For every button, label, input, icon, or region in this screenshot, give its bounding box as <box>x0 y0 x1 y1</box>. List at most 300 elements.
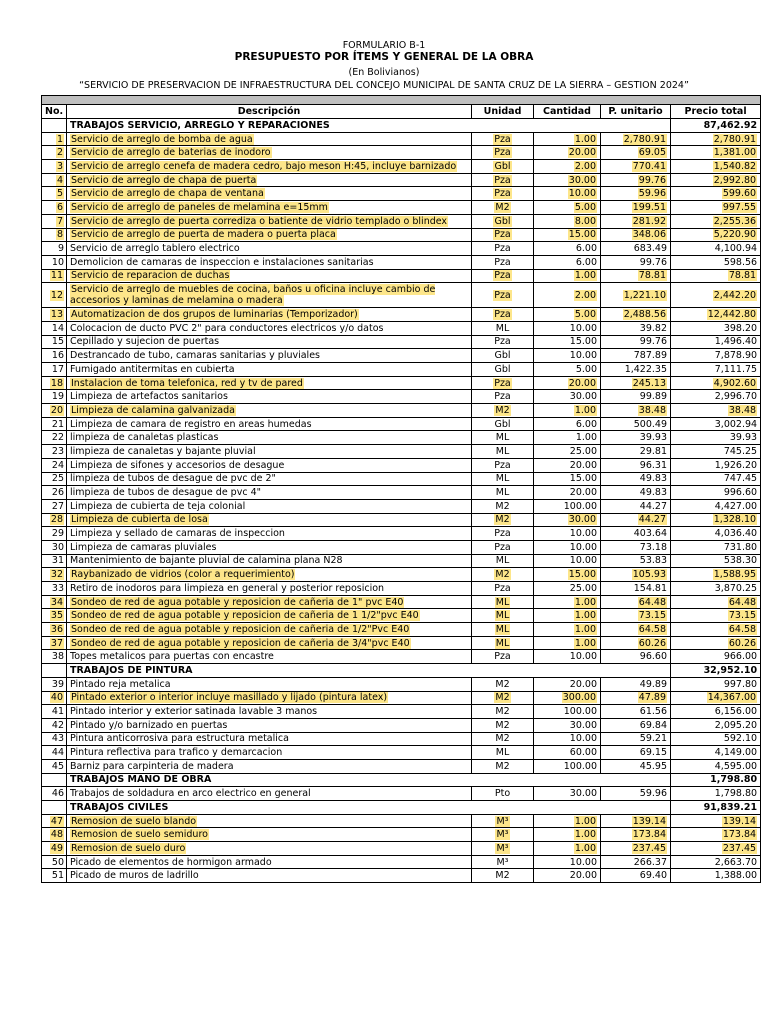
item-quantity-text: 1.00 <box>574 610 596 622</box>
item-unit <box>472 705 534 719</box>
item-quantity-text: 1.00 <box>574 596 596 608</box>
item-total-price <box>671 472 761 486</box>
item-unit <box>472 404 534 418</box>
item-quantity-text: 2.00 <box>574 160 596 172</box>
item-quantity-text: 20.00 <box>569 678 597 690</box>
item-description-text: Barniz para carpinteria de madera <box>70 760 234 772</box>
item-unit-text: M³ <box>496 829 509 841</box>
item-total-price-text: 2,095.20 <box>714 719 758 731</box>
item-quantity-text: 1.00 <box>574 637 596 649</box>
item-unit-price <box>601 445 671 459</box>
item-unit-price <box>601 842 671 856</box>
item-description <box>67 746 472 760</box>
item-quantity <box>534 269 601 283</box>
item-unit-price <box>601 242 671 256</box>
item-total-price <box>671 705 761 719</box>
item-number <box>42 828 67 842</box>
item-unit <box>472 321 534 335</box>
item-unit-text: M2 <box>495 201 510 213</box>
item-number <box>42 869 67 883</box>
item-total-price-text: 997.80 <box>723 678 758 690</box>
item-quantity <box>534 787 601 801</box>
item-description-text: limpieza de canaletas y bajante pluvial <box>70 445 256 457</box>
item-unit-price <box>601 499 671 513</box>
item-quantity <box>534 609 601 623</box>
item-number-text: 31 <box>51 555 64 567</box>
item-number <box>42 349 67 363</box>
item-quantity-text: 25.00 <box>569 582 597 594</box>
item-number-text: 34 <box>50 596 63 608</box>
item-total-price <box>671 609 761 623</box>
item-unit <box>472 201 534 215</box>
item-row <box>42 214 761 228</box>
item-quantity-text: 100.00 <box>563 760 597 772</box>
item-unit <box>472 472 534 486</box>
item-total-price-text: 997.55 <box>722 201 757 213</box>
item-quantity <box>534 390 601 404</box>
item-description <box>67 499 472 513</box>
item-description-text: Raybanizado de vidrios (color a requerimiento) <box>71 569 295 581</box>
item-quantity-text: 6.00 <box>575 256 597 268</box>
item-quantity <box>534 255 601 269</box>
item-description-text: Picado de elementos de hormigon armado <box>70 856 272 868</box>
item-unit-price <box>601 255 671 269</box>
item-number-text: 19 <box>51 391 64 403</box>
item-total-price-text: 7,878.90 <box>714 350 758 362</box>
item-row <box>42 417 761 431</box>
item-total-price-text: 4,902.60 <box>713 377 757 389</box>
item-unit <box>472 242 534 256</box>
item-row <box>42 201 761 215</box>
item-number <box>42 499 67 513</box>
item-description <box>67 214 472 228</box>
item-number <box>42 855 67 869</box>
item-number-text: 47 <box>50 815 63 827</box>
item-description <box>67 390 472 404</box>
item-number-text: 43 <box>51 733 64 745</box>
item-total-price <box>671 404 761 418</box>
item-number-text: 38 <box>51 651 64 663</box>
item-number-text: 37 <box>50 637 63 649</box>
item-unit <box>472 214 534 228</box>
item-total-price-text: 4,036.40 <box>714 528 758 540</box>
item-quantity-text: 1.00 <box>574 842 596 854</box>
item-description-text: Servicio de arreglo de baterias de inodoro <box>71 147 271 159</box>
item-unit <box>472 132 534 146</box>
category-row <box>42 664 761 678</box>
item-total-price-text: 139.14 <box>722 815 757 827</box>
item-quantity-text: 20.00 <box>569 487 597 499</box>
item-total-price-text: 38.48 <box>728 404 757 416</box>
item-unit-price-text: 500.49 <box>633 418 667 430</box>
item-total-price <box>671 160 761 174</box>
item-quantity-text: 6.00 <box>575 243 597 255</box>
item-quantity-text: 10.00 <box>568 188 596 200</box>
item-unit-text: ML <box>495 555 510 567</box>
item-quantity-text: 100.00 <box>563 500 597 512</box>
item-total-price <box>671 242 761 256</box>
item-number <box>42 609 67 623</box>
item-total-price-text: 2,992.80 <box>713 174 757 186</box>
item-quantity <box>534 623 601 637</box>
item-row <box>42 513 761 527</box>
item-total-price <box>671 201 761 215</box>
item-unit-text: M2 <box>495 692 510 704</box>
item-description-text: Remosion de suelo blando <box>71 815 197 827</box>
item-total-price <box>671 283 761 308</box>
item-description <box>67 173 472 187</box>
item-unit-text: ML <box>495 322 510 334</box>
item-quantity <box>534 187 601 201</box>
item-number-text: 46 <box>51 788 64 800</box>
item-unit-text: ML <box>495 747 510 759</box>
item-unit-price <box>601 732 671 746</box>
item-quantity <box>534 472 601 486</box>
item-number <box>42 404 67 418</box>
item-row <box>42 187 761 201</box>
item-unit <box>472 173 534 187</box>
item-total-price-text: 398.20 <box>723 322 758 334</box>
item-unit-price <box>601 609 671 623</box>
item-description-text: Sondeo de red de agua potable y reposicion de cañeria de 1/2"Pvc E40 <box>71 623 410 635</box>
item-row <box>42 390 761 404</box>
item-quantity-text: 8.00 <box>574 215 596 227</box>
item-total-price <box>671 363 761 377</box>
item-quantity <box>534 513 601 527</box>
item-number <box>42 787 67 801</box>
category-row <box>42 773 761 787</box>
item-unit-price <box>601 431 671 445</box>
item-description <box>67 540 472 554</box>
item-quantity <box>534 855 601 869</box>
item-number-text: 27 <box>51 500 64 512</box>
item-number-text: 40 <box>50 692 63 704</box>
item-total-price <box>671 431 761 445</box>
item-total-price-text: 4,595.00 <box>714 760 758 772</box>
item-unit <box>472 160 534 174</box>
item-number <box>42 513 67 527</box>
item-row <box>42 746 761 760</box>
item-total-price-text: 39.93 <box>729 432 758 444</box>
item-quantity-text: 300.00 <box>562 692 596 704</box>
item-number <box>42 554 67 568</box>
item-description-text: Fumigado antitermitas en cubierta <box>70 363 235 375</box>
category-no <box>42 773 67 787</box>
item-row <box>42 759 761 773</box>
item-unit-text: Pza <box>494 459 511 471</box>
item-number-text: 18 <box>50 377 63 389</box>
item-total-price-text: 1,588.95 <box>713 569 757 581</box>
item-number <box>42 540 67 554</box>
item-unit-text: M2 <box>495 514 510 526</box>
item-number-text: 51 <box>51 870 64 882</box>
item-unit <box>472 308 534 322</box>
item-unit-price <box>601 677 671 691</box>
item-row <box>42 146 761 160</box>
item-total-price-text: 996.60 <box>723 487 758 499</box>
item-unit-text: Gbl <box>494 350 511 362</box>
item-description <box>67 513 472 527</box>
item-description-text: Servicio de arreglo de paneles de melamina e=15mm <box>71 201 328 213</box>
item-unit-price <box>601 814 671 828</box>
item-row <box>42 636 761 650</box>
item-unit <box>472 595 534 609</box>
item-quantity-text: 6.00 <box>575 418 597 430</box>
item-unit-text: Pza <box>494 336 511 348</box>
item-unit-price-text: 29.81 <box>639 445 667 457</box>
item-number <box>42 746 67 760</box>
item-description-text: limpieza de canaletas plasticas <box>70 432 219 444</box>
item-quantity-text: 1.00 <box>574 815 596 827</box>
item-quantity-text: 2.00 <box>574 289 596 301</box>
item-description-text: Pintado interior y exterior satinada lavable 3 manos <box>70 706 318 718</box>
item-total-price-text: 64.48 <box>728 596 757 608</box>
item-row <box>42 472 761 486</box>
item-row <box>42 228 761 242</box>
item-unit-price-text: 99.76 <box>638 174 666 186</box>
item-number <box>42 431 67 445</box>
item-description-text: Trabajos de soldadura en arco electrico en general <box>70 788 311 800</box>
item-description-text: Sondeo de red de agua potable y reposicion de cañeria de 1 1/2"pvc E40 <box>71 610 419 622</box>
item-total-price <box>671 650 761 664</box>
item-description <box>67 308 472 322</box>
item-unit-text: Pza <box>494 270 511 282</box>
item-total-price-text: 966.00 <box>723 651 758 663</box>
item-quantity-text: 10.00 <box>569 651 597 663</box>
item-total-price-text: 5,220.90 <box>713 229 757 241</box>
item-unit-text: ML <box>495 473 510 485</box>
item-quantity-text: 1.00 <box>574 133 596 145</box>
item-quantity <box>534 321 601 335</box>
item-unit <box>472 458 534 472</box>
item-description <box>67 269 472 283</box>
item-total-price <box>671 499 761 513</box>
item-quantity <box>534 458 601 472</box>
item-unit-price <box>601 363 671 377</box>
item-unit-price-text: 770.41 <box>632 160 666 172</box>
item-total-price-text: 2,255.36 <box>713 215 757 227</box>
item-number <box>42 595 67 609</box>
item-unit-price-text: 59.96 <box>638 188 666 200</box>
col-header-quantity: Cantidad <box>534 105 601 119</box>
item-total-price-text: 592.10 <box>723 733 758 745</box>
item-quantity-text: 30.00 <box>569 719 597 731</box>
item-number <box>42 255 67 269</box>
item-unit <box>472 732 534 746</box>
item-quantity <box>534 759 601 773</box>
item-total-price <box>671 540 761 554</box>
item-unit <box>472 431 534 445</box>
item-unit-text: M³ <box>496 815 509 827</box>
item-number-text: 42 <box>51 719 64 731</box>
item-description-text: Pintado y/o barnizado en puertas <box>70 719 228 731</box>
item-unit-price-text: 199.51 <box>632 201 666 213</box>
item-quantity-text: 20.00 <box>569 870 597 882</box>
item-quantity-text: 20.00 <box>568 147 596 159</box>
item-unit-price-text: 683.49 <box>633 243 667 255</box>
item-number <box>42 677 67 691</box>
item-description-text: Servicio de arreglo tablero electrico <box>70 243 240 255</box>
item-row <box>42 363 761 377</box>
item-row <box>42 308 761 322</box>
item-unit-price-text: 59.96 <box>639 788 667 800</box>
item-unit <box>472 513 534 527</box>
item-description <box>67 732 472 746</box>
item-quantity-text: 15.00 <box>569 336 597 348</box>
item-total-price <box>671 214 761 228</box>
item-unit-price <box>601 417 671 431</box>
item-number <box>42 201 67 215</box>
item-unit-price-text: 245.13 <box>632 377 666 389</box>
item-total-price <box>671 527 761 541</box>
item-unit-text: Pza <box>494 147 511 159</box>
item-number-text: 13 <box>50 309 63 321</box>
item-total-price <box>671 417 761 431</box>
item-number <box>42 650 67 664</box>
item-unit-text: Pza <box>494 256 511 268</box>
item-unit-price-text: 78.81 <box>638 270 666 282</box>
item-unit <box>472 677 534 691</box>
item-row <box>42 242 761 256</box>
item-total-price <box>671 458 761 472</box>
item-number-text: 45 <box>51 760 64 772</box>
item-unit <box>472 349 534 363</box>
item-total-price-text: 1,388.00 <box>714 870 758 882</box>
item-unit <box>472 746 534 760</box>
item-total-price <box>671 269 761 283</box>
item-unit-text: Pza <box>494 243 511 255</box>
item-quantity <box>534 308 601 322</box>
item-unit-price <box>601 335 671 349</box>
item-number <box>42 308 67 322</box>
item-unit-price-text: 45.95 <box>639 760 667 772</box>
item-total-price <box>671 869 761 883</box>
item-total-price-text: 6,156.00 <box>714 706 758 718</box>
item-number <box>42 269 67 283</box>
item-total-price-text: 2,663.70 <box>714 856 758 868</box>
item-number-text: 4 <box>56 174 63 186</box>
item-description-text: Topes metalicos para puertas con encastre <box>70 651 274 663</box>
item-number-text: 32 <box>50 569 63 581</box>
item-quantity <box>534 568 601 582</box>
item-number-text: 26 <box>51 487 64 499</box>
item-description-text: Servicio de arreglo de muebles de cocina, baños u oficina incluye cambio de accesorios y laminas de melamina o madera <box>70 284 436 307</box>
item-quantity <box>534 732 601 746</box>
item-quantity <box>534 842 601 856</box>
item-quantity-text: 100.00 <box>563 706 597 718</box>
col-header-description: Descripción <box>67 105 472 119</box>
item-description-text: Remosion de suelo duro <box>71 842 186 854</box>
item-number <box>42 472 67 486</box>
item-total-price-text: 1,798.80 <box>714 788 758 800</box>
item-number <box>42 417 67 431</box>
item-row <box>42 173 761 187</box>
item-unit-price <box>601 650 671 664</box>
item-unit <box>472 363 534 377</box>
item-unit-price <box>601 828 671 842</box>
item-description-text: Destrancado de tubo, camaras sanitarias y pluviales <box>70 350 320 362</box>
item-number <box>42 376 67 390</box>
item-total-price-text: 1,926.20 <box>714 459 758 471</box>
item-number <box>42 759 67 773</box>
item-unit-text: M2 <box>495 404 510 416</box>
item-row <box>42 623 761 637</box>
item-row <box>42 595 761 609</box>
category-total: 1,798.80 <box>671 773 761 787</box>
item-unit-price-text: 64.48 <box>638 596 666 608</box>
item-unit-price <box>601 376 671 390</box>
item-total-price <box>671 335 761 349</box>
item-total-price-text: 731.80 <box>723 541 758 553</box>
item-total-price <box>671 582 761 596</box>
item-description-text: Servicio de reparacion de duchas <box>71 270 230 282</box>
item-unit-price <box>601 691 671 705</box>
item-unit-price <box>601 759 671 773</box>
item-number <box>42 527 67 541</box>
item-unit-text: ML <box>495 432 510 444</box>
item-description-text: Colocacion de ducto PVC 2" para conductores electricos y/o datos <box>70 322 384 334</box>
item-total-price-text: 1,496.40 <box>714 336 758 348</box>
item-description <box>67 283 472 308</box>
item-description <box>67 404 472 418</box>
item-unit-price <box>601 228 671 242</box>
item-description-text: Limpieza de artefactos sanitarios <box>70 391 228 403</box>
item-unit <box>472 787 534 801</box>
item-unit-text: Pza <box>494 289 511 301</box>
item-unit <box>472 187 534 201</box>
item-unit-price <box>601 146 671 160</box>
item-unit-price-text: 1,221.10 <box>623 289 666 301</box>
item-unit-price-text: 96.60 <box>639 651 667 663</box>
item-unit <box>472 650 534 664</box>
item-unit-price-text: 73.18 <box>639 541 667 553</box>
item-description-text: limpieza de tubos de desague de pvc 4" <box>70 487 261 499</box>
item-unit <box>472 759 534 773</box>
item-unit-text: M³ <box>496 842 509 854</box>
item-description <box>67 718 472 732</box>
item-description <box>67 691 472 705</box>
item-quantity <box>534 173 601 187</box>
item-row <box>42 787 761 801</box>
column-header-row <box>42 105 761 119</box>
item-quantity-text: 20.00 <box>568 377 596 389</box>
item-unit-price-text: 99.76 <box>639 336 667 348</box>
item-description <box>67 349 472 363</box>
item-quantity <box>534 242 601 256</box>
item-quantity-text: 30.00 <box>569 788 597 800</box>
item-unit-price <box>601 869 671 883</box>
item-description <box>67 255 472 269</box>
item-total-price <box>671 132 761 146</box>
item-unit-price-text: 154.81 <box>633 582 667 594</box>
item-number-text: 5 <box>56 188 63 200</box>
item-description <box>67 623 472 637</box>
item-number <box>42 390 67 404</box>
item-total-price-text: 2,996.70 <box>714 391 758 403</box>
item-unit-price <box>601 283 671 308</box>
item-unit-price-text: 173.84 <box>632 829 666 841</box>
item-description <box>67 595 472 609</box>
item-total-price <box>671 349 761 363</box>
item-total-price-text: 1,328.10 <box>713 514 757 526</box>
item-unit-price <box>601 746 671 760</box>
item-unit-price-text: 1,422.35 <box>624 363 667 375</box>
item-quantity <box>534 431 601 445</box>
header-spacer-row <box>42 96 761 105</box>
item-description <box>67 759 472 773</box>
item-unit-text: M2 <box>495 500 510 512</box>
item-unit-price-text: 139.14 <box>632 815 666 827</box>
